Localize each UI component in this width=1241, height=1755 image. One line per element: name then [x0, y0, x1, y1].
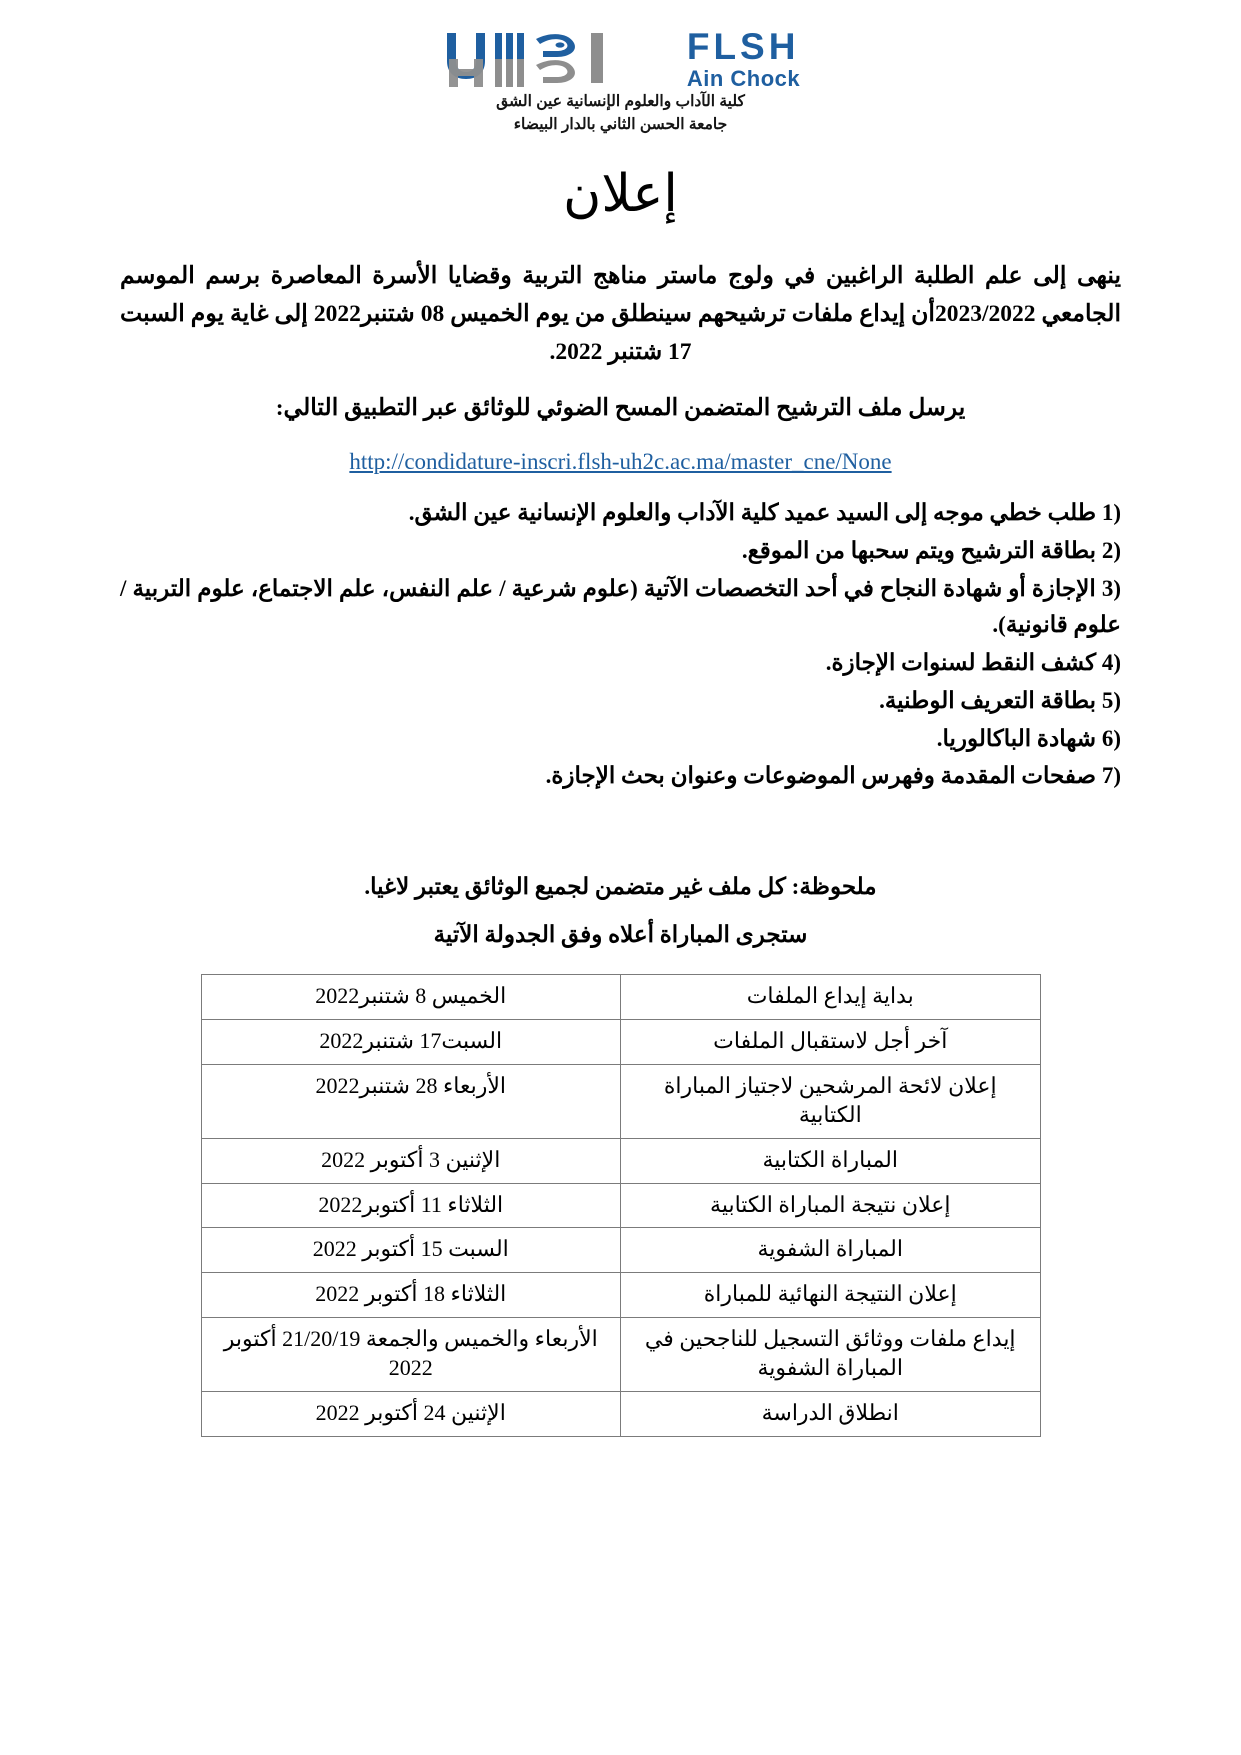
table-row	[201, 1228, 1040, 1273]
table-row	[201, 1317, 1040, 1391]
logo-wordmark	[687, 28, 800, 90]
schedule-stage-label: المباراة الشفوية	[621, 1228, 1041, 1273]
application-url-link[interactable]: http://condidature-inscri.flsh-uh2c.ac.ma/master_cne/None	[349, 449, 892, 475]
list-item-label: الإجازة أو شهادة النجاح في أحد التخصصات الآتية (علوم شرعية / علم النفس، علم الاجتماع، علوم التربية / علوم قانونية).	[120, 576, 1121, 637]
schedule-date-value: السبت17 شتنبر2022	[201, 1019, 621, 1064]
schedule-date-value: الأربعاء 28 شتنبر2022	[201, 1064, 621, 1138]
schedule-stage-label: انطلاق الدراسة	[621, 1392, 1041, 1437]
table-row	[201, 1392, 1040, 1437]
list-item	[120, 571, 1121, 643]
list-item-label: بطاقة الترشيح ويتم سحبها من الموقع.	[741, 538, 1097, 564]
schedule-date-value: الخميس 8 شتنبر2022	[201, 975, 621, 1020]
schedule-date-value: الأربعاء والخميس والجمعة 21/20/19 أكتوبر 2022	[201, 1317, 621, 1391]
table-row	[201, 1139, 1040, 1184]
schedule-date-value: الإثنين 3 أكتوبر 2022	[201, 1139, 621, 1184]
table-row	[201, 1183, 1040, 1228]
list-item-label: صفحات المقدمة وفهرس الموضوعات وعنوان بحث الإجازة.	[545, 763, 1097, 789]
schedule-date-value: الإثنين 24 أكتوبر 2022	[201, 1392, 621, 1437]
list-item-label: شهادة الباكالوريا.	[936, 725, 1097, 751]
schedule-stage-label: إيداع ملفات ووثائق التسجيل للناجحين في المباراة الشفوية	[621, 1317, 1041, 1391]
schedule-date-value: السبت 15 أكتوبر 2022	[201, 1228, 621, 1273]
schedule-stage-label: إعلان لائحة المرشحين لاجتياز المباراة الكتابية	[621, 1064, 1041, 1138]
brand-sub: Ain Chock	[686, 66, 801, 91]
list-item	[120, 495, 1121, 531]
list-item-number: 2)	[1101, 538, 1121, 564]
table-row	[201, 1019, 1040, 1064]
brand-main: FLSH	[686, 26, 800, 67]
university-name-ar: جامعة الحسن الثاني بالدار البيضاء	[513, 115, 728, 133]
submission-instruction: يرسل ملف الترشيح المتضمن المسح الضوئي للوثائق عبر التطبيق التالي:	[275, 395, 966, 422]
schedule-table	[201, 974, 1041, 1437]
table-row	[201, 1064, 1040, 1138]
list-item	[120, 645, 1121, 681]
list-item-number: 7)	[1101, 763, 1121, 789]
requirements-list	[120, 495, 1121, 794]
page-title: إعلان	[563, 165, 678, 223]
list-item-number: 3)	[1101, 576, 1121, 602]
application-link-row	[120, 449, 1121, 475]
list-item	[120, 758, 1121, 794]
schedule-stage-label: إعلان نتيجة المباراة الكتابية	[621, 1183, 1041, 1228]
list-item	[120, 721, 1121, 757]
table-row	[201, 975, 1040, 1020]
note-text: ملحوظة: كل ملف غير متضمن لجميع الوثائق يعتبر لاغيا.	[364, 874, 877, 900]
list-item-label: بطاقة التعريف الوطنية.	[879, 687, 1097, 713]
list-item	[120, 683, 1121, 719]
list-item-number: 4)	[1101, 649, 1121, 675]
faculty-name-ar: كلية الآداب والعلوم الإنسانية عين الشق	[496, 93, 745, 110]
list-item-label: طلب خطي موجه إلى السيد عميد كلية الآداب والعلوم الإنسانية عين الشق.	[408, 500, 1097, 526]
schedule-stage-label: بداية إيداع الملفات	[621, 975, 1041, 1020]
logo-row	[120, 28, 1121, 90]
schedule-date-value: الثلاثاء 18 أكتوبر 2022	[201, 1273, 621, 1318]
schedule-date-value: الثلاثاء 11 أكتوبر2022	[201, 1183, 621, 1228]
list-item-number: 6)	[1101, 725, 1121, 751]
list-item	[120, 533, 1121, 569]
list-item-label: كشف النقط لسنوات الإجازة.	[825, 649, 1097, 675]
list-item-number: 5)	[1101, 687, 1121, 713]
uh2c-monogram-icon	[441, 29, 673, 89]
schedule-stage-label: آخر أجل لاستقبال الملفات	[621, 1019, 1041, 1064]
schedule-intro-text: ستجرى المباراة أعلاه وفق الجدولة الآتية	[433, 922, 808, 948]
institution-header	[120, 28, 1121, 136]
intro-paragraph: ينهى إلى علم الطلبة الراغبين في ولوج ماستر مناهج التربية وقضايا الأسرة المعاصرة برسم الموسم الجامعي 2023/2022أن إيداع ملفات ترشيحهم سينطلق من يوم الخميس 08 شتنبر2022 إلى غاية يوم السبت 17 شتنبر 2022.	[120, 263, 1121, 366]
list-item-number: 1)	[1101, 500, 1121, 526]
schedule-stage-label: المباراة الكتابية	[621, 1139, 1041, 1184]
table-row	[201, 1273, 1040, 1318]
schedule-stage-label: إعلان النتيجة النهائية للمباراة	[621, 1273, 1041, 1318]
